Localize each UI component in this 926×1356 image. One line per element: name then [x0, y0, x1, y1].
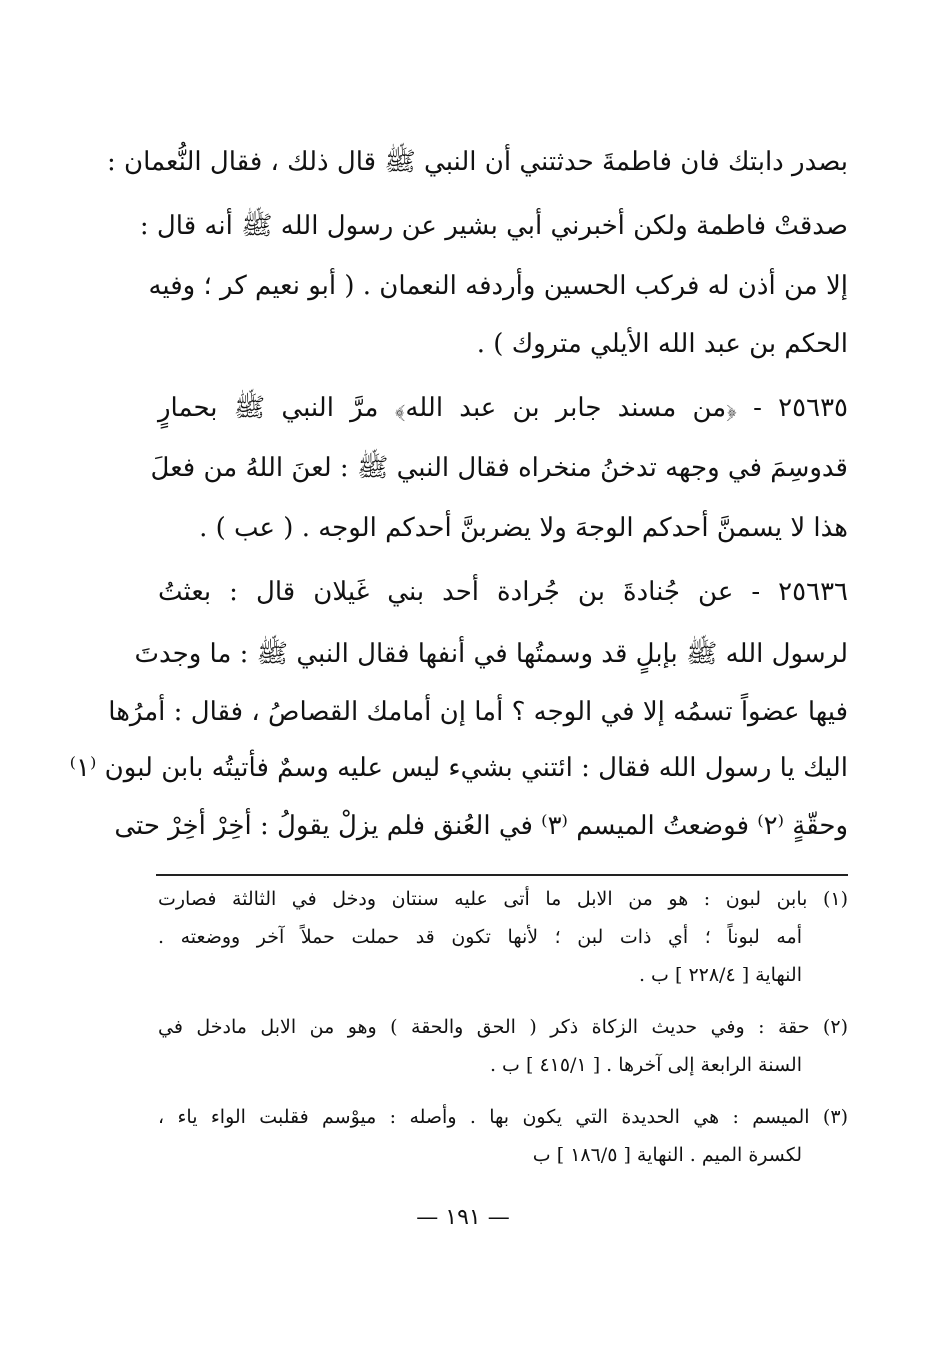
footnote-1-line-2: أمه لبوناً ؛ أي ذات لبن ؛ لأنها تكون قد حملت حملاً آخر ووضعته . [158, 926, 802, 948]
hadith-25636-line-5: وحقّةٍ ⁽٢⁾ فوضعتُ الميسم ⁽٣⁾ في العُنق فلم يزلْ يقولُ : أخِرْ أخِرْ حتى [114, 811, 848, 841]
hadith-25636-line-3: فيها عضواً تسمُه إلا في الوجه ؟ أما إن أمامك القصاصُ ، فقال : أمرُها [108, 697, 848, 727]
footnote-3-line-1: (٣) الميسم : هي الحديدة التي يكون بها . وأصله : ميوْسم فقلبت الواء ياء ، [158, 1106, 848, 1128]
footnote-2-line-2: السنة الرابعة إلى آخرها . [ ٤١٥/١ ] ب . [489, 1054, 802, 1076]
body-line-2: صدقتْ فاطمة ولكن أخبرني أبي بشير عن رسول الله ﷺ أنه قال : [139, 211, 848, 241]
page-number: — ١٩١ — [416, 1205, 510, 1230]
footnote-separator [156, 874, 848, 876]
hadith-25635-line-1: ٢٥٦٣٥ - ﴿من مسند جابر بن عبد الله﴾ مرَّ النبي ﷺ بحمارٍ [158, 393, 848, 423]
footnote-3-line-2: لكسرة الميم . النهاية [ ١٨٦/٥ ] ب [532, 1144, 802, 1166]
body-line-1: بصدر دابتك فان فاطمةَ حدثتني أن النبي ﷺ قال ذلك ، فقال النُّعمان : [106, 147, 848, 177]
hadith-25635-line-3: هذا لا يسمنَّ أحدكم الوجهَ ولا يضربنَّ أحدكم الوجه . ( عب ) . [199, 513, 848, 543]
body-line-3: إلا من أذن له فركب الحسين وأردفه النعمان . ( أبو نعيم كر ؛ وفيه [148, 271, 848, 301]
hadith-25636-line-1: ٢٥٦٣٦ - عن جُنادةَ بن جُرادة أحد بني غَيلان قال : بعثتُ [158, 577, 848, 607]
hadith-25636-line-4: اليك يا رسول الله فقال : ائتني بشيء ليس عليه وسمٌ فأتيتُه بابن لبون ⁽١⁾ [69, 753, 848, 783]
footnote-1-line-1: (١) بابن لبون : هو من الابل ما أتى عليه سنتان ودخل في الثالثة فصارت [158, 888, 848, 910]
footnote-2-line-1: (٢) حقة : وفي حديث الزكاة ذكر ( الحق والحقة ) وهو من الابل مادخل في [158, 1016, 848, 1038]
footnote-1-line-3: النهاية [ ٢٢٨/٤ ] ب . [638, 964, 802, 986]
body-line-4: الحكم بن عبد الله الأيلي متروك ) . [476, 329, 848, 359]
hadith-25635-line-2: قدوسِمَ في وجهه تدخنُ منخراه فقال النبي ﷺ : لعنَ اللهُ من فعلَ [150, 453, 848, 483]
hadith-25636-line-2: لرسول الله ﷺ بإبلٍ قد وسمتُها في أنفها فقال النبي ﷺ : ما وجدتَ [134, 639, 848, 669]
